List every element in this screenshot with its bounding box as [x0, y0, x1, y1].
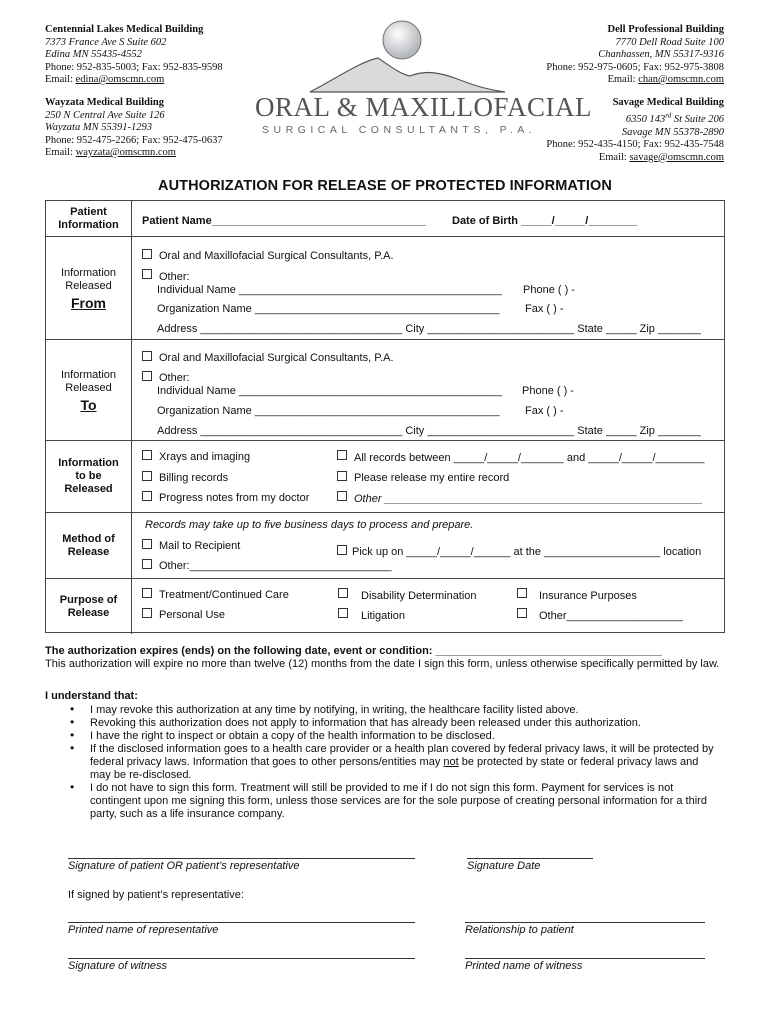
emphasis-not: not	[443, 756, 459, 768]
treatment-option: Treatment/Continued Care	[159, 589, 289, 601]
insurance-option: Insurance Purposes	[539, 590, 637, 602]
individual-name-field[interactable]: Individual Name ___________________________________________	[157, 284, 502, 296]
office-phone: Phone: 952-475-2266; Fax: 952-475-0637	[45, 134, 223, 146]
phone-field[interactable]: Phone ( ) -	[523, 284, 575, 296]
authorization-form-table	[45, 200, 725, 633]
office-dell	[546, 24, 724, 87]
office-phone: Phone: 952-435-4150; Fax: 952-435-7548	[546, 139, 724, 150]
entire-record-option: Please release my entire record	[354, 472, 510, 484]
office-address-line2: Edina MN 55435-4552	[45, 49, 142, 60]
purpose-of-release-row	[46, 579, 724, 634]
email-prefix: Email:	[45, 74, 76, 85]
organization-name-field[interactable]: Organization Name ________________________________________	[157, 303, 500, 315]
checkbox[interactable]	[337, 471, 347, 481]
pickup-option[interactable]: Pick up on _____/_____/______ at the ___________________ location	[352, 546, 702, 558]
other-method-field[interactable]: Other:_________________________________	[159, 560, 392, 572]
label-line: Patient	[70, 205, 107, 218]
address-part: 6350 143	[625, 114, 666, 125]
checkbox[interactable]	[337, 450, 347, 460]
checkbox[interactable]	[142, 249, 152, 259]
company-logo	[250, 18, 592, 143]
office-name: Wayzata Medical Building	[45, 97, 165, 108]
logo-text: ORAL & MAXILLOFACIAL	[255, 92, 592, 122]
checkbox[interactable]	[142, 539, 152, 549]
label-line: to be	[75, 470, 102, 482]
list-item	[70, 743, 720, 782]
label-line: Released	[65, 381, 112, 394]
label-emphasis: To	[80, 396, 97, 413]
list-item: • I have the right to inspect or obtain a copy of the health information to be disclosed.	[70, 730, 720, 743]
label-line: Release	[67, 545, 110, 558]
representative-note: If signed by patient’s representative:	[68, 889, 244, 901]
checkbox[interactable]	[142, 588, 152, 598]
personal-use-option: Personal Use	[159, 609, 226, 621]
row-label	[46, 201, 132, 236]
office-address-line1: 250 N Central Ave Suite 126	[45, 109, 165, 121]
row-label	[46, 513, 132, 578]
checkbox[interactable]	[142, 269, 152, 279]
row-label	[46, 237, 132, 339]
phone-field[interactable]: Phone ( ) -	[522, 385, 574, 397]
office-address-line1	[625, 111, 724, 125]
checkbox[interactable]	[338, 588, 348, 598]
patient-signature-label: Signature of patient OR patient’s representative	[68, 860, 300, 872]
office-wayzata	[45, 97, 223, 160]
office-name: Dell Professional Building	[607, 24, 724, 35]
form-title: AUTHORIZATION FOR RELEASE OF PROTECTED INFORMATION	[158, 178, 612, 194]
label-line: Information	[58, 218, 119, 231]
checkbox[interactable]	[337, 491, 347, 501]
method-of-release-row	[46, 513, 724, 579]
billing-option: Billing records	[159, 472, 229, 484]
printed-representative-label: Printed name of representative	[68, 924, 219, 936]
office-address-line2: Chanhassen, MN 55317-9316	[598, 49, 724, 60]
released-from-row	[46, 237, 724, 340]
checkbox[interactable]	[142, 471, 152, 481]
office-email-link[interactable]: chan@omscmn.com	[638, 74, 724, 85]
address-field[interactable]: Address _________________________________ City ________________________ State _____ Zip _______	[157, 323, 701, 335]
label-line: Release	[67, 606, 110, 619]
organization-name-field[interactable]: Organization Name ________________________________________	[157, 405, 500, 417]
option-label: Other:	[159, 372, 190, 384]
office-address-line1: 7770 Dell Road Suite 100	[615, 36, 724, 48]
other-purpose-field[interactable]: Other___________________	[539, 610, 683, 622]
label-line: Released	[65, 279, 112, 292]
office-email-link[interactable]: edina@omscmn.com	[75, 74, 165, 85]
printed-representative-line[interactable]	[68, 922, 415, 923]
label-line: Information	[60, 368, 117, 381]
relationship-label: Relationship to patient	[465, 924, 574, 936]
relationship-line[interactable]	[465, 922, 705, 923]
email-prefix: Email:	[598, 151, 630, 163]
checkbox[interactable]	[338, 608, 348, 618]
witness-name-line[interactable]	[465, 958, 705, 959]
fax-field[interactable]: Fax ( ) -	[525, 303, 564, 315]
released-to-row	[46, 340, 724, 441]
checkbox[interactable]	[337, 545, 347, 555]
processing-note: Records may take up to five business days to process and prepare.	[145, 519, 474, 531]
date-of-birth-field[interactable]: Date of Birth _____/_____/________	[452, 215, 638, 227]
option-label: Other:	[159, 271, 190, 283]
witness-signature-line[interactable]	[68, 958, 415, 959]
logo-subtext: SURGICAL CONSULTANTS, P.A.	[262, 124, 537, 136]
label-line: Information	[58, 457, 119, 469]
office-address-line2: Savage MN 55378-2890	[621, 126, 724, 138]
list-item: • I do not have to sign this form. Treatment will still be provided to me if I do not sign this form. Payment for services is not contingent upon me signing this form, unless those services are for the sole purpose of creating personal information for a third party, such as a life insurance company.	[70, 782, 720, 821]
fax-field[interactable]: Fax ( ) -	[525, 405, 564, 417]
checkbox[interactable]	[517, 588, 527, 598]
row-label	[46, 441, 132, 512]
office-name: Centennial Lakes Medical Building	[45, 24, 204, 35]
checkbox[interactable]	[517, 608, 527, 618]
all-records-option: All records between _____/_____/_______ and _____/_____/________	[354, 452, 705, 464]
individual-name-field[interactable]: Individual Name ___________________________________________	[157, 385, 502, 397]
address-superscript: rd	[665, 111, 672, 120]
label-emphasis: From	[71, 294, 106, 311]
list-item: • I may revoke this authorization at any time by notifying, in writing, the healthcare facility listed above.	[70, 704, 720, 717]
row-label	[46, 579, 132, 634]
xrays-option: Xrays and imaging	[159, 451, 251, 463]
signature-date-line[interactable]	[467, 858, 593, 859]
checkbox[interactable]	[142, 371, 152, 381]
witness-name-label: Printed name of witness	[465, 960, 583, 972]
progress-notes-option: Progress notes from my doctor	[159, 492, 310, 504]
other-info-field[interactable]: Other ____________________________________________________	[354, 493, 703, 505]
office-centennial	[45, 24, 223, 87]
signature-date-label: Signature Date	[467, 860, 541, 872]
option-label: Oral and Maxillofacial Surgical Consultants, P.A.	[159, 250, 394, 262]
text-part: If the disclosed information goes to a health care provider or a health plan covered by federal privacy laws, it will be protected by federal privacy laws. Information that goes to other persons/entities may	[90, 743, 714, 768]
office-address-line1: 7373 France Ave S Suite 602	[45, 36, 167, 48]
understand-list	[70, 704, 720, 821]
label-line: Released	[64, 483, 113, 495]
office-email-link[interactable]: wayzata@omscmn.com	[75, 147, 176, 158]
checkbox[interactable]	[142, 608, 152, 618]
address-field[interactable]: Address _________________________________ City ________________________ State _____ Zip _______	[157, 425, 701, 437]
checkbox[interactable]	[142, 450, 152, 460]
patient-info-row	[46, 201, 724, 237]
checkbox[interactable]	[142, 351, 152, 361]
office-phone: Phone: 952-835-5003; Fax: 952-835-9598	[45, 61, 223, 73]
witness-signature-label: Signature of witness	[68, 960, 168, 972]
patient-signature-line[interactable]	[68, 858, 415, 859]
row-label	[46, 340, 132, 440]
litigation-option: Litigation	[361, 610, 406, 622]
option-label: Oral and Maxillofacial Surgical Consultants, P.A.	[159, 352, 394, 364]
checkbox[interactable]	[142, 491, 152, 501]
expiration-text: This authorization will expire no more than twelve (12) months from the date I sign this form, unless otherwise specifically permitted by law.	[45, 658, 720, 670]
address-part: St Suite 206	[671, 114, 724, 125]
label-line: Method of	[62, 532, 115, 545]
mountain-moon-icon	[250, 18, 525, 98]
checkbox[interactable]	[142, 559, 152, 569]
information-to-release-row	[46, 441, 724, 513]
disability-option: Disability Determination	[361, 590, 477, 602]
label-line: Information	[60, 266, 117, 279]
text-part: be protected by state or federal privacy laws and may be re-disclosed.	[90, 756, 699, 781]
label-line: Purpose of	[59, 593, 118, 606]
office-address-line2: Wayzata MN 55391-1293	[45, 122, 152, 133]
office-phone: Phone: 952-975-0605; Fax: 952-975-3808	[546, 61, 724, 73]
mail-option: Mail to Recipient	[159, 540, 241, 552]
email-prefix: Email:	[45, 147, 76, 158]
office-email-link[interactable]: savage@omscmn.com	[629, 151, 724, 163]
list-item: • Revoking this authorization does not apply to information that has already been released under this authorization.	[70, 717, 720, 730]
patient-name-field[interactable]: Patient Name___________________________________	[142, 215, 426, 227]
understand-heading: I understand that:	[45, 690, 138, 702]
email-prefix: Email:	[607, 74, 639, 85]
expiration-heading[interactable]: The authorization expires (ends) on the following date, event or condition: _____________________________________	[45, 645, 662, 657]
office-name: Savage Medical Building	[612, 97, 724, 108]
